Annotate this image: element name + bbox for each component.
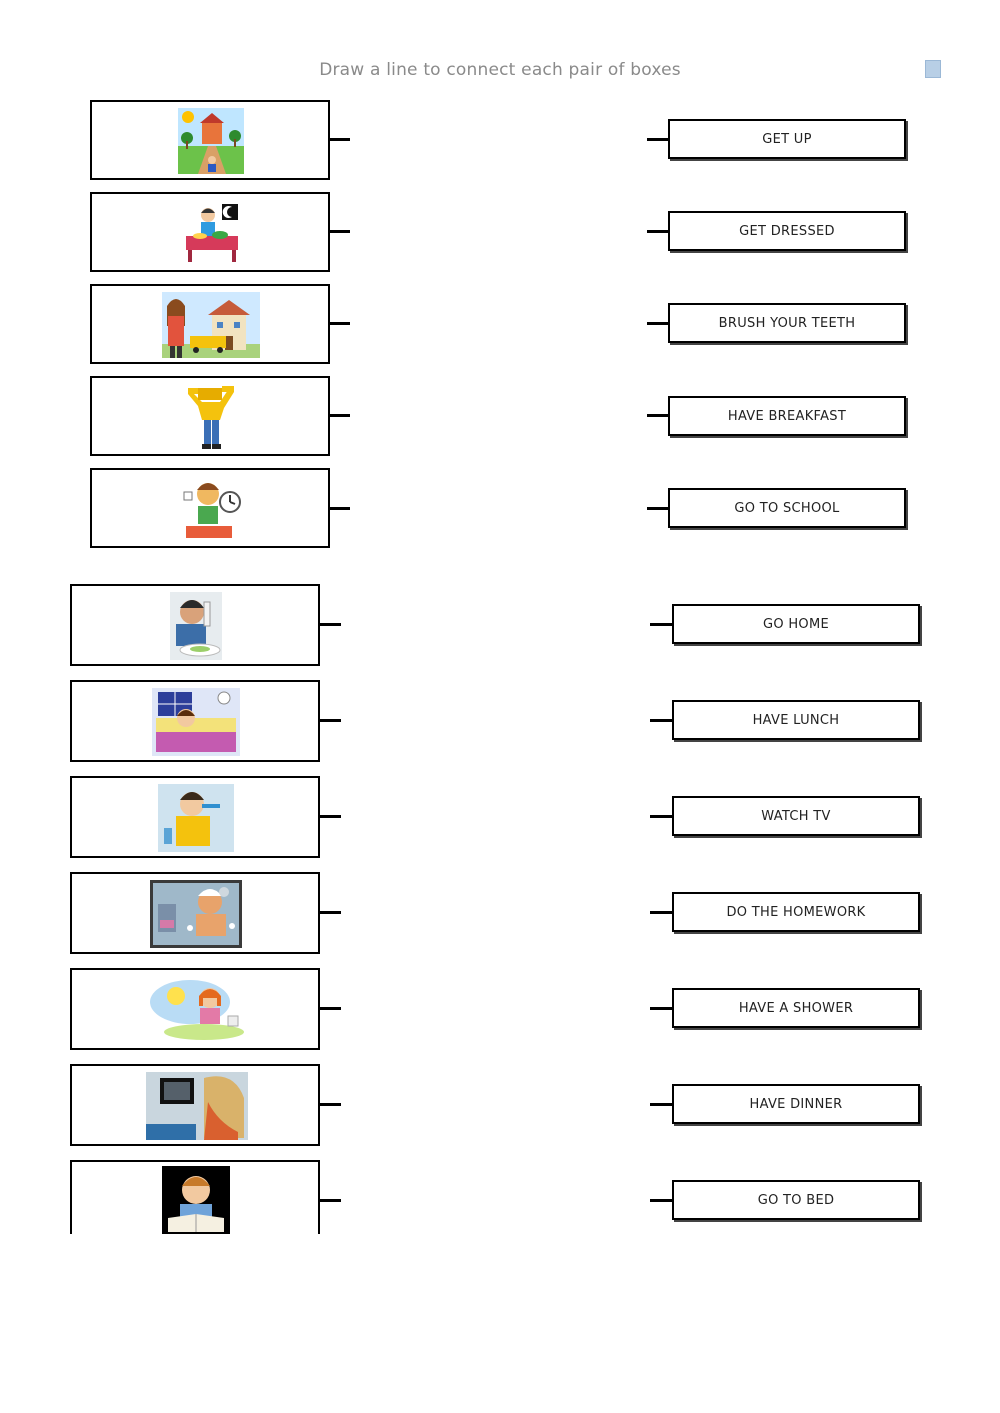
connector-tick-right-7 [650,719,672,722]
brushing-teeth-icon [158,784,234,852]
picture-box-9[interactable] [70,872,320,954]
label-box-8[interactable]: WATCH TV [672,796,920,836]
picture-box-12[interactable] [70,1160,320,1234]
connector-tick-left-12 [320,1199,341,1202]
connector-tick-right-8 [650,815,672,818]
homework-boy-icon [162,1166,230,1234]
connector-tick-left-7 [320,719,341,722]
connector-tick-right-5 [647,507,668,510]
connector-tick-right-11 [650,1103,672,1106]
picture-box-7[interactable] [70,680,320,762]
waking-girl-icon [148,976,246,1044]
label-box-5[interactable]: GO TO SCHOOL [668,488,906,528]
connector-tick-right-3 [647,322,668,325]
connector-tick-right-4 [647,414,668,417]
label-box-1[interactable]: GET UP [668,119,906,159]
label-box-11[interactable]: HAVE DINNER [672,1084,920,1124]
picture-box-8[interactable] [70,776,320,858]
label-box-12[interactable]: GO TO BED [672,1180,920,1220]
school-bus-icon [162,292,260,358]
breakfast-clock-icon [180,476,242,542]
connector-tick-left-5 [330,507,350,510]
connector-tick-left-3 [330,322,350,325]
tv-girl-icon [146,1072,248,1140]
connector-tick-right-1 [647,138,668,141]
picture-box-11[interactable] [70,1064,320,1146]
label-box-4[interactable]: HAVE BREAKFAST [668,396,906,436]
picture-box-6[interactable] [70,584,320,666]
label-box-2[interactable]: GET DRESSED [668,211,906,251]
dinner-night-icon [182,202,242,264]
picture-box-4[interactable] [90,376,330,456]
school-path-icon [178,108,244,174]
connector-tick-left-9 [320,911,341,914]
shower-icon [150,880,242,948]
label-box-6[interactable]: GO HOME [672,604,920,644]
picture-box-5[interactable] [90,468,330,548]
connector-tick-left-2 [330,230,350,233]
instruction-text: Draw a line to connect each pair of boxes [319,60,681,80]
connector-tick-left-4 [330,414,350,417]
connector-tick-left-1 [330,138,350,141]
connector-tick-left-6 [320,623,341,626]
dressing-boy-icon [184,382,238,452]
label-box-3[interactable]: BRUSH YOUR TEETH [668,303,906,343]
connector-tick-left-8 [320,815,341,818]
connector-tick-right-2 [647,230,668,233]
page-corner-icon [925,60,941,78]
picture-box-1[interactable] [90,100,330,180]
label-box-9[interactable]: DO THE HOMEWORK [672,892,920,932]
connector-tick-left-10 [320,1007,341,1010]
picture-box-3[interactable] [90,284,330,364]
picture-box-2[interactable] [90,192,330,272]
label-box-10[interactable]: HAVE A SHOWER [672,988,920,1028]
picture-box-10[interactable] [70,968,320,1050]
sleeping-girl-icon [152,688,240,756]
connector-tick-left-11 [320,1103,341,1106]
connector-tick-right-10 [650,1007,672,1010]
connector-tick-right-6 [650,623,672,626]
connector-tick-right-9 [650,911,672,914]
label-box-7[interactable]: HAVE LUNCH [672,700,920,740]
connector-tick-right-12 [650,1199,672,1202]
boy-eating-icon [170,592,222,660]
